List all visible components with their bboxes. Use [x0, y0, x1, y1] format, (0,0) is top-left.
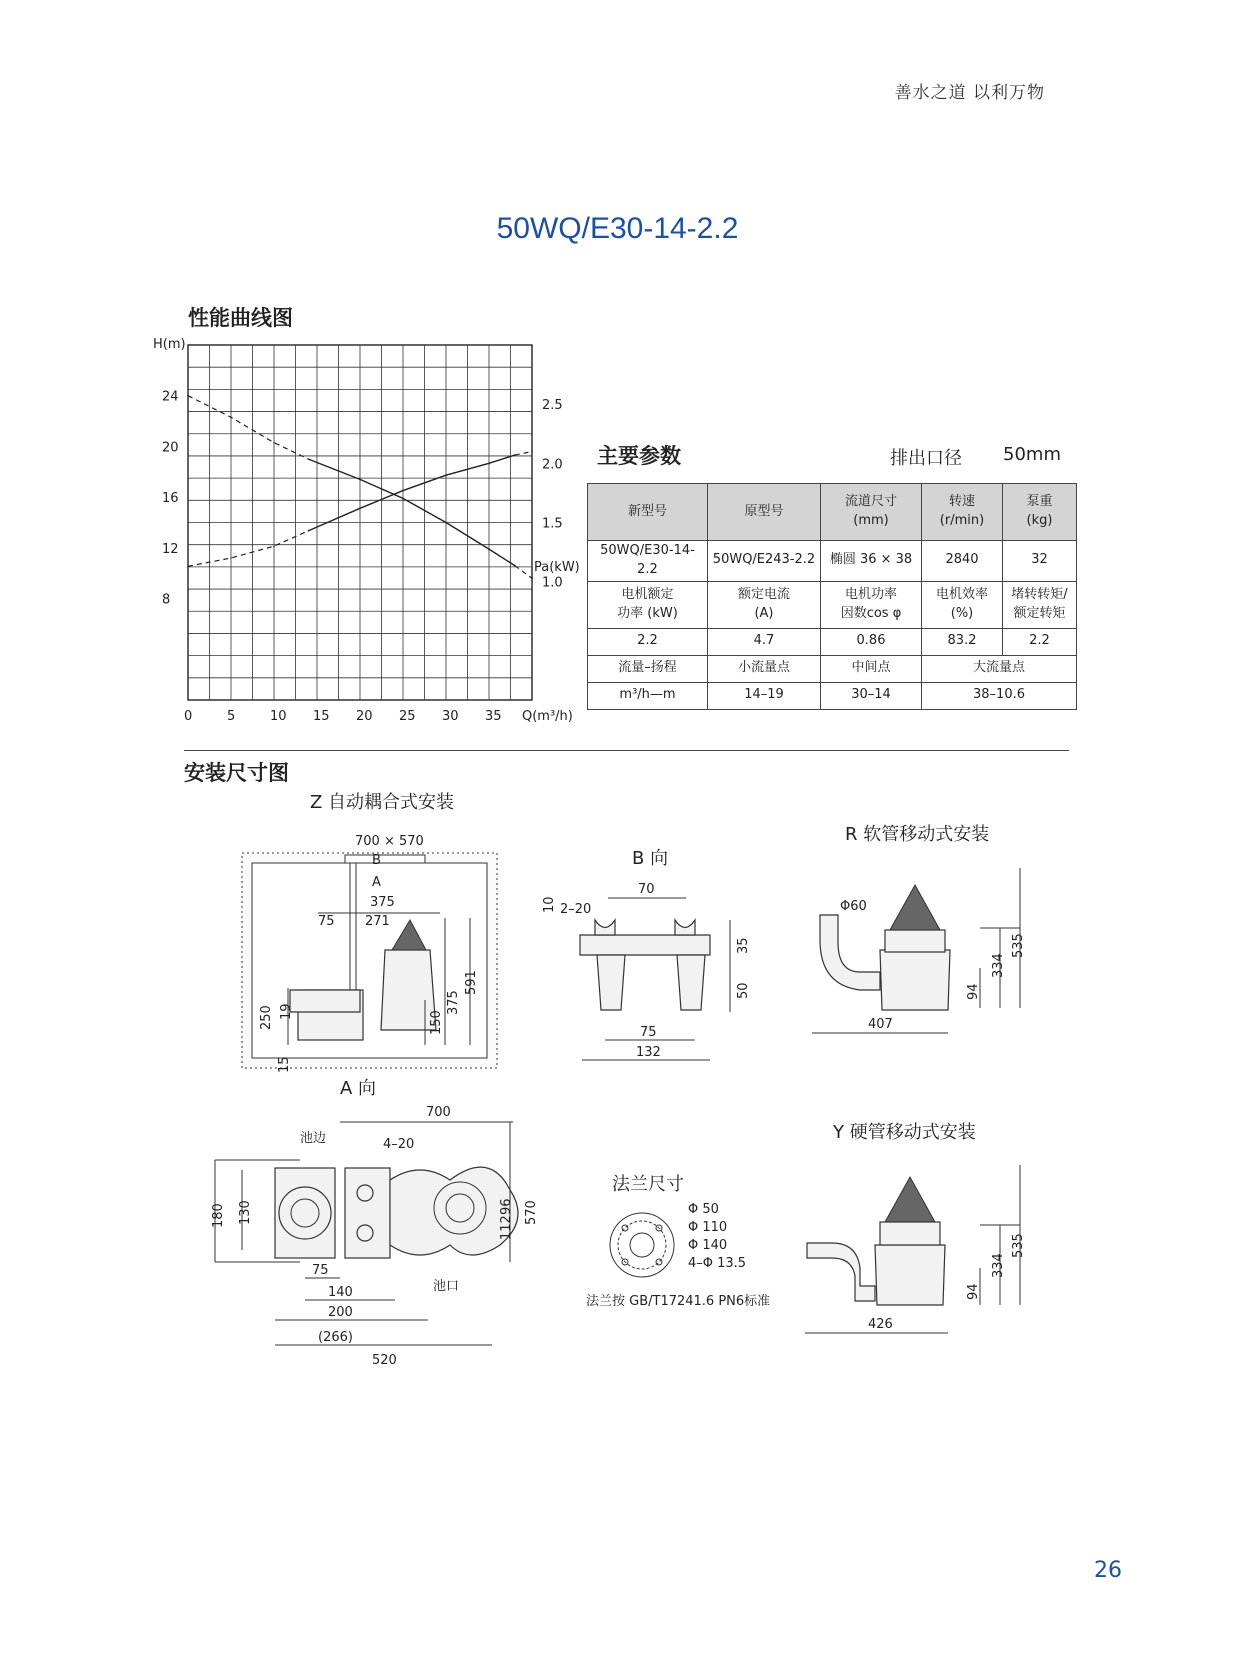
dim: Φ 110 [688, 1220, 728, 1235]
dim: 池边 [300, 1131, 327, 1146]
dim: 375 [446, 990, 461, 1015]
cell: 电机功率 因数cos φ [821, 581, 922, 628]
outlet-value: 50mm [1003, 444, 1061, 465]
y-motor [885, 1177, 935, 1222]
y-rigid-pipe [807, 1243, 875, 1301]
y-tick-label: 24 [162, 389, 179, 405]
dim: 130 [238, 1200, 253, 1225]
cell-old-model: 原型号 [708, 484, 821, 541]
x-tick-label: 10 [270, 709, 287, 724]
cell: 流量–扬程 [588, 655, 708, 682]
y2-tick-label: 2.5 [542, 398, 563, 414]
cell: 32 [1003, 541, 1077, 582]
y-tick-label: 8 [162, 592, 171, 608]
b-view-drawing [542, 848, 751, 1060]
flange-note: 法兰按 GB/T17241.6 PN6标准 [586, 1294, 771, 1309]
dim: 150 [429, 1010, 444, 1035]
cell: 38–10.6 [922, 682, 1077, 709]
dim: 140 [328, 1285, 353, 1300]
dim: (266) [318, 1330, 353, 1345]
dim: 334 [991, 1253, 1006, 1278]
r-motor [890, 885, 940, 930]
params-section-title: 主要参数 [597, 444, 681, 468]
dim: 35 [736, 937, 751, 954]
dim: Φ60 [840, 899, 867, 914]
r-hose [820, 915, 880, 990]
dim: 50 [736, 982, 751, 999]
cell: 4.7 [708, 628, 821, 655]
dim: 19 [279, 1003, 294, 1020]
dim: 132 [636, 1045, 661, 1060]
y-pump-body [875, 1245, 945, 1305]
cell: 0.86 [821, 628, 922, 655]
dim: 4–20 [383, 1137, 415, 1152]
model-title: 50WQ/E30-14-2.2 [496, 212, 739, 245]
dim: A [372, 875, 381, 890]
dim: 426 [868, 1317, 893, 1332]
pump-body [381, 950, 436, 1030]
r-installation-drawing [812, 824, 1026, 1033]
outlet-pipe [290, 990, 360, 1012]
dim: Φ 50 [688, 1202, 719, 1217]
flange-drawing [586, 1174, 770, 1309]
pit-inner [252, 863, 487, 1058]
dim: 10 [542, 896, 557, 913]
cell: m³/h—m [588, 682, 708, 709]
x-tick-label: 0 [184, 709, 193, 724]
dim: 700 [426, 1105, 451, 1120]
cell: 电机额定 功率 (kW) [588, 581, 708, 628]
x-tick-label: 5 [227, 709, 236, 724]
flange-title: 法兰尺寸 [612, 1174, 684, 1195]
cell: 50WQ/E30-14-2.2 [588, 541, 708, 582]
dim: 700 × 570 [355, 834, 424, 849]
dim: 407 [868, 1017, 893, 1032]
dim: 4–Φ 13.5 [688, 1256, 747, 1271]
outlet-label: 排出口径 [890, 448, 962, 469]
page-number: 26 [1094, 1558, 1122, 1583]
install-section-title: 安装尺寸图 [184, 761, 289, 785]
y-tick-label: 12 [162, 541, 179, 557]
cell: 电机效率 (%) [922, 581, 1003, 628]
performance-section-title: 性能曲线图 [188, 306, 293, 330]
y-installation-drawing [805, 1122, 1026, 1333]
x-axis-label: Q(m³/h) [522, 709, 573, 724]
cell: 83.2 [922, 628, 1003, 655]
cell: 中间点 [821, 655, 922, 682]
dim: 94 [966, 1283, 981, 1300]
flange-outer [610, 1213, 674, 1277]
dim: 75 [318, 914, 335, 929]
dim: 96 [499, 1198, 514, 1215]
a-title: A 向 [340, 1078, 377, 1099]
dim: 334 [991, 953, 1006, 978]
dim: 池口 [433, 1279, 460, 1294]
dim: 2–20 [560, 902, 592, 917]
pit-opening [345, 855, 425, 863]
cell: 14–19 [708, 682, 821, 709]
y-title: Y 硬管移动式安装 [833, 1122, 976, 1143]
dim: 520 [372, 1353, 397, 1368]
dim: 180 [211, 1203, 226, 1228]
y2-tick-label: 1.0 [542, 575, 563, 591]
cell: 小流量点 [708, 655, 821, 682]
dim: 200 [328, 1305, 353, 1320]
dim: B [372, 853, 381, 868]
b-title: B 向 [632, 848, 669, 869]
cell: 大流量点 [922, 655, 1077, 682]
cell-speed: 转速 (r/min) [922, 484, 1003, 541]
cell: 30–14 [821, 682, 922, 709]
cell: 2.2 [588, 628, 708, 655]
cell-weight: 泵重 (kg) [1003, 484, 1077, 541]
x-tick-label: 25 [399, 709, 416, 724]
dim: 271 [365, 914, 390, 929]
y-tick-label: 20 [162, 440, 179, 456]
x-tick-label: 30 [442, 709, 459, 724]
y2-axis-label: Pa(kW) [534, 560, 580, 575]
dim: 375 [370, 895, 395, 910]
dim: 570 [524, 1200, 539, 1225]
dim: 112 [499, 1215, 514, 1240]
b-hook-left [597, 955, 625, 1010]
x-tick-label: 15 [313, 709, 330, 724]
dim: 15 [277, 1056, 292, 1073]
dim: 75 [312, 1263, 329, 1278]
cell-new-model: 新型号 [588, 484, 708, 541]
dim: 94 [966, 983, 981, 1000]
cell: 2840 [922, 541, 1003, 582]
cell-channel: 流道尺寸 (mm) [821, 484, 922, 541]
dim: 591 [464, 970, 479, 995]
coupling-plate [345, 1168, 390, 1258]
cell: 额定电流 (A) [708, 581, 821, 628]
r-pump-body [880, 950, 950, 1010]
cell: 50WQ/E243-2.2 [708, 541, 821, 582]
a-view-drawing [211, 1078, 539, 1368]
z-title: Z 自动耦合式安装 [310, 792, 455, 813]
x-tick-label: 20 [356, 709, 373, 724]
y2-tick-label: 1.5 [542, 516, 563, 532]
dim: 535 [1011, 933, 1026, 958]
header-slogan: 善水之道 以利万物 [894, 83, 1045, 103]
dim: 250 [259, 1005, 274, 1030]
cell: 2.2 [1003, 628, 1077, 655]
cell: 堵转转矩/ 额定转矩 [1003, 581, 1077, 628]
dim: 75 [640, 1025, 657, 1040]
y-tick-label: 16 [162, 491, 179, 507]
y-axis-label: H(m) [153, 337, 186, 352]
b-hook-right [677, 955, 705, 1010]
dim: 535 [1011, 1233, 1026, 1258]
dim: Φ 140 [688, 1238, 728, 1253]
r-title: R 软管移动式安装 [845, 824, 990, 845]
dim: 70 [638, 882, 655, 897]
y2-tick-label: 2.0 [542, 457, 563, 473]
flange-circle [279, 1187, 331, 1239]
cell: 椭圆 36 × 38 [821, 541, 922, 582]
x-tick-label: 35 [485, 709, 502, 724]
z-installation-drawing [242, 791, 497, 1073]
b-plate [580, 935, 710, 955]
